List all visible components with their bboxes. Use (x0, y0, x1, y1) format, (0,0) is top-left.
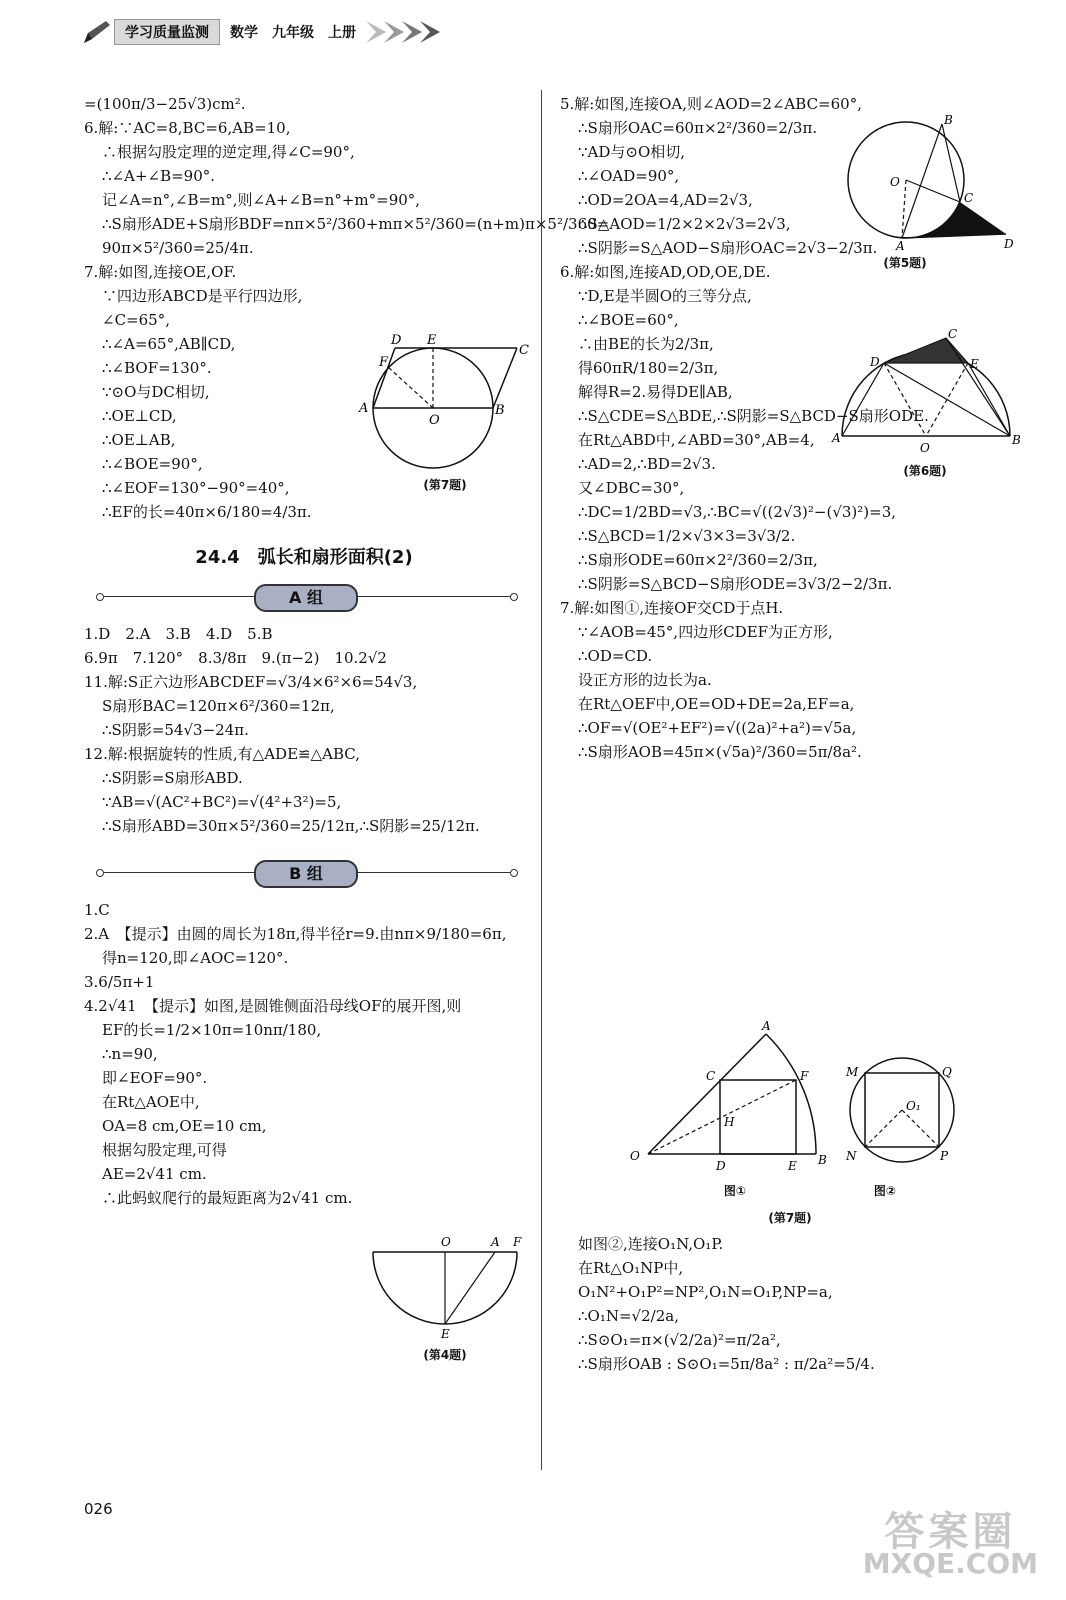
svg-text:E: E (970, 357, 979, 371)
text-line: ∵AD与⊙O相切, (578, 143, 686, 161)
svg-text:N: N (846, 1149, 857, 1163)
answer-line: 11.解:S正六边形ABCDEF=√3/4×6²×6=54√3, (84, 673, 418, 691)
text-line: ∵D,E是半圆O的三等分点, (578, 287, 752, 305)
text-line: ∴S扇形ODE=60π×2²/360=2/3π, (578, 551, 818, 569)
text-line: ∴∠BOF=130°. (102, 359, 212, 377)
figure-sublabel: 图① (723, 1184, 747, 1198)
answer-line: ∴S阴影=S扇形ABD. (102, 769, 243, 787)
text-line: 在Rt△O₁NP中, (578, 1259, 684, 1277)
text-line: ∴S⊙O₁=π×(√2/2a)²=π/2a², (578, 1331, 781, 1349)
circle-tangent-figure (840, 110, 1020, 250)
text-line: 5.解:如图,连接OA,则∠AOD=2∠ABC=60°, (560, 95, 862, 113)
text-line: ∴OE⊥AB, (102, 431, 176, 449)
answer-line: 1.D 2.A 3.B 4.D 5.B (84, 625, 273, 643)
answer-line: EF的长=1/2×10π=10nπ/180, (102, 1021, 322, 1039)
text-line: ∴S扇形OAC=60π×2²/360=2/3π. (578, 119, 818, 137)
text-line: 6.解:∵AC=8,BC=6,AB=10, (84, 119, 291, 137)
text-line: 如图②,连接O₁N,O₁P. (578, 1235, 724, 1253)
svg-text:D: D (391, 333, 402, 348)
svg-text:D: D (716, 1159, 726, 1173)
answer-line: 即∠EOF=90°. (102, 1069, 208, 1087)
svg-text:B: B (818, 1153, 827, 1167)
answer-line: ∴此蚂蚁爬行的最短距离为2√41 cm. (102, 1189, 353, 1207)
header-info (230, 22, 356, 42)
answer-line: ∴n=90, (102, 1045, 158, 1063)
text-line: ∴OD=CD. (578, 647, 653, 665)
svg-text:O: O (890, 175, 900, 189)
figure-caption: (第7题) (768, 1211, 812, 1225)
page-header (82, 18, 446, 46)
text-line: ∴S扇形ADE+S扇形BDF=nπ×5²/360+mπ×5²/360=(n+m)π×5²/360= (102, 215, 610, 233)
text-line: ∴O₁N=√2/2a, (578, 1307, 679, 1325)
svg-text:A: A (359, 401, 369, 416)
chevrons-icon (366, 19, 446, 45)
text-line: ∴OD=2OA=4,AD=2√3, (578, 191, 753, 209)
figure-caption: (第5题) (883, 256, 927, 270)
text-line: 90π×5²/360=25/4π. (102, 239, 254, 257)
svg-text:F: F (379, 355, 389, 370)
header-volume: 上册 (328, 25, 356, 41)
svg-text:E: E (441, 1327, 450, 1341)
figure-7 (620, 1018, 960, 1228)
column-divider (541, 90, 542, 1470)
answer-line: ∴S扇形ABD=30π×5²/360=25/12π,∴S阴影=25/12π. (102, 817, 480, 835)
svg-text:O₁: O₁ (906, 1099, 921, 1113)
text-line: 设正方形的边长为a. (578, 671, 712, 689)
text-line: ∵四边形ABCD是平行四边形, (102, 287, 303, 305)
svg-text:F: F (513, 1235, 522, 1249)
right-column-continued (560, 1232, 980, 1376)
svg-text:E: E (427, 333, 437, 348)
text-line: 又∠DBC=30°, (578, 479, 685, 497)
svg-text:A: A (832, 431, 841, 445)
text-line: ∴S扇形AOB=45π×(√5a)²/360=5π/8a². (578, 743, 862, 761)
figure-7-left (355, 332, 535, 492)
svg-text:O: O (920, 441, 930, 455)
text-line: ∴OF=√(OE²+EF²)=√((2a)²+a²)=√5a, (578, 719, 857, 737)
svg-text:P: P (940, 1149, 949, 1163)
figure-6 (830, 328, 1020, 488)
answer-line: ∵AB=√(AC²+BC²)=√(4²+3²)=5, (102, 793, 342, 811)
answer-line: AE=2√41 cm. (102, 1165, 207, 1183)
cone-unfold-figure (365, 1232, 525, 1342)
svg-text:Q: Q (942, 1065, 952, 1079)
figure-caption: (第4题) (423, 1348, 467, 1362)
svg-text:A: A (762, 1019, 771, 1033)
header-series: 学习质量监测 (114, 19, 220, 45)
svg-text:F: F (800, 1069, 809, 1083)
text-line: ∴∠BOE=90°, (102, 455, 203, 473)
text-line: ∵⊙O与DC相切, (102, 383, 210, 401)
svg-text:A: A (896, 239, 905, 250)
text-line: 7.解:如图①,连接OF交CD于点H. (560, 599, 784, 617)
svg-text:B: B (1012, 433, 1020, 447)
group-b-banner (84, 860, 524, 886)
answer-line: S扇形BAC=120π×6²/360=12π, (102, 697, 335, 715)
answer-line: 1.C (84, 901, 110, 919)
text-line: ∴OE⊥CD, (102, 407, 177, 425)
figure-5 (840, 110, 1020, 270)
svg-text:O: O (630, 1149, 640, 1163)
text-line: ∴S△AOD=1/2×2×2√3=2√3, (578, 215, 791, 233)
parallelogram-circle-figure (355, 332, 535, 472)
text-line: ∴S△BCD=1/2×√3×3=3√3/2. (578, 527, 796, 545)
watermark-top: 答案圈 (884, 1509, 1017, 1555)
text-line: 在Rt△ABD中,∠ABD=30°,AB=4, (578, 431, 815, 449)
text-line: ∴S阴影=S△AOD−S扇形OAC=2√3−2/3π. (578, 239, 878, 257)
svg-text:B: B (495, 403, 505, 418)
page-number: 026 (84, 1500, 113, 1518)
figure-sublabel: 图② (873, 1184, 897, 1198)
text-line: ∴S阴影=S△BCD−S扇形ODE=3√3/2−2/3π. (578, 575, 893, 593)
text-line: ∴DC=1/2BD=√3,∴BC=√((2√3)²−(√3)²)=3, (578, 503, 897, 521)
text-line: 记∠A=n°,∠B=m°,则∠A+∠B=n°+m°=90°, (102, 191, 421, 209)
text-line: ∴∠A+∠B=90°. (102, 167, 216, 185)
text-line: 7.解:如图,连接OE,OF. (84, 263, 237, 281)
text-line: O₁N²+O₁P²=NP²,O₁N=O₁P,NP=a, (578, 1283, 833, 1301)
text-line: 得60πR/180=2/3π, (578, 359, 719, 377)
svg-text:H: H (724, 1115, 735, 1129)
watermark-bottom: MXQE.COM (862, 1547, 1038, 1580)
text-line: ∴∠OAD=90°, (578, 167, 680, 185)
text-line: ∴∠A=65°,AB∥CD, (102, 335, 236, 353)
figure-caption: (第7题) (423, 478, 467, 492)
svg-text:C: C (519, 343, 529, 358)
answer-line: 6.9π 7.120° 8.3/8π 9.(π−2) 10.2√2 (84, 649, 387, 667)
group-b-label: B 组 (254, 860, 358, 888)
svg-text:A: A (491, 1235, 500, 1249)
answer-line: 2.A 【提示】由圆的周长为18π,得半径r=9.由nπ×9/180=6π, (84, 925, 507, 943)
text-line: ∠C=65°, (102, 311, 170, 329)
sector-square-figure (620, 1018, 960, 1178)
svg-text:D: D (870, 355, 880, 369)
text-line: ∴AD=2,∴BD=2√3. (578, 455, 716, 473)
header-subject: 数学 (230, 25, 258, 41)
group-a-banner (84, 584, 524, 610)
text-line: ∴由BE的长为2/3π, (578, 335, 714, 353)
svg-text:E: E (788, 1159, 797, 1173)
answer-line: OA=8 cm,OE=10 cm, (102, 1117, 267, 1135)
group-a-label: A 组 (254, 584, 358, 612)
answer-line: 在Rt△AOE中, (102, 1093, 200, 1111)
svg-text:C: C (706, 1069, 716, 1083)
watermark (862, 1509, 1038, 1580)
text-line: 在Rt△OEF中,OE=OD+DE=2a,EF=a, (578, 695, 855, 713)
answer-line: 12.解:根据旋转的性质,有△ADE≌△ABC, (84, 745, 360, 763)
svg-text:D: D (1004, 237, 1014, 250)
svg-text:M: M (846, 1065, 859, 1079)
svg-text:C: C (964, 191, 974, 205)
text-line: 6.解:如图,连接AD,OD,OE,DE. (560, 263, 771, 281)
answer-line: 4.2√41 【提示】如图,是圆锥侧面沿母线OF的展开图,则 (84, 997, 462, 1015)
text-line: =(100π/3−25√3)cm². (84, 95, 246, 113)
figure-caption: (第6题) (903, 464, 947, 478)
text-line: ∴∠EOF=130°−90°=40°, (102, 479, 290, 497)
pen-icon (82, 19, 112, 45)
text-line: ∴EF的长=40π×6/180=4/3π. (102, 503, 312, 521)
svg-text:O: O (429, 413, 440, 428)
text-line: ∴S△CDE=S△BDE,∴S阴影=S△BCD−S扇形ODE. (578, 407, 929, 425)
text-line: ∴根据勾股定理的逆定理,得∠C=90°, (102, 143, 355, 161)
svg-text:B: B (944, 113, 953, 127)
answer-line: 得n=120,即∠AOC=120°. (102, 949, 289, 967)
answer-line: ∴S阴影=54√3−24π. (102, 721, 249, 739)
figure-4 (365, 1232, 525, 1362)
header-grade: 九年级 (272, 25, 314, 41)
text-line: ∵∠AOB=45°,四边形CDEF为正方形, (578, 623, 833, 641)
left-column (84, 92, 610, 1210)
answer-line: 3.6/5π+1 (84, 973, 155, 991)
text-line: ∴∠BOE=60°, (578, 311, 679, 329)
text-line: 解得R=2.易得DE∥AB, (578, 383, 733, 401)
svg-text:O: O (441, 1235, 451, 1249)
answer-line: 根据勾股定理,可得 (102, 1141, 227, 1159)
figure-7-sublabels (620, 1182, 960, 1199)
svg-text:C: C (948, 328, 958, 341)
text-line: ∴S扇形OAB : S⊙O₁=5π/8a² : π/2a²=5/4. (578, 1355, 875, 1373)
section-title: 24.4 弧长和扇形面积(2) (195, 547, 413, 568)
semicircle-figure (830, 328, 1020, 458)
